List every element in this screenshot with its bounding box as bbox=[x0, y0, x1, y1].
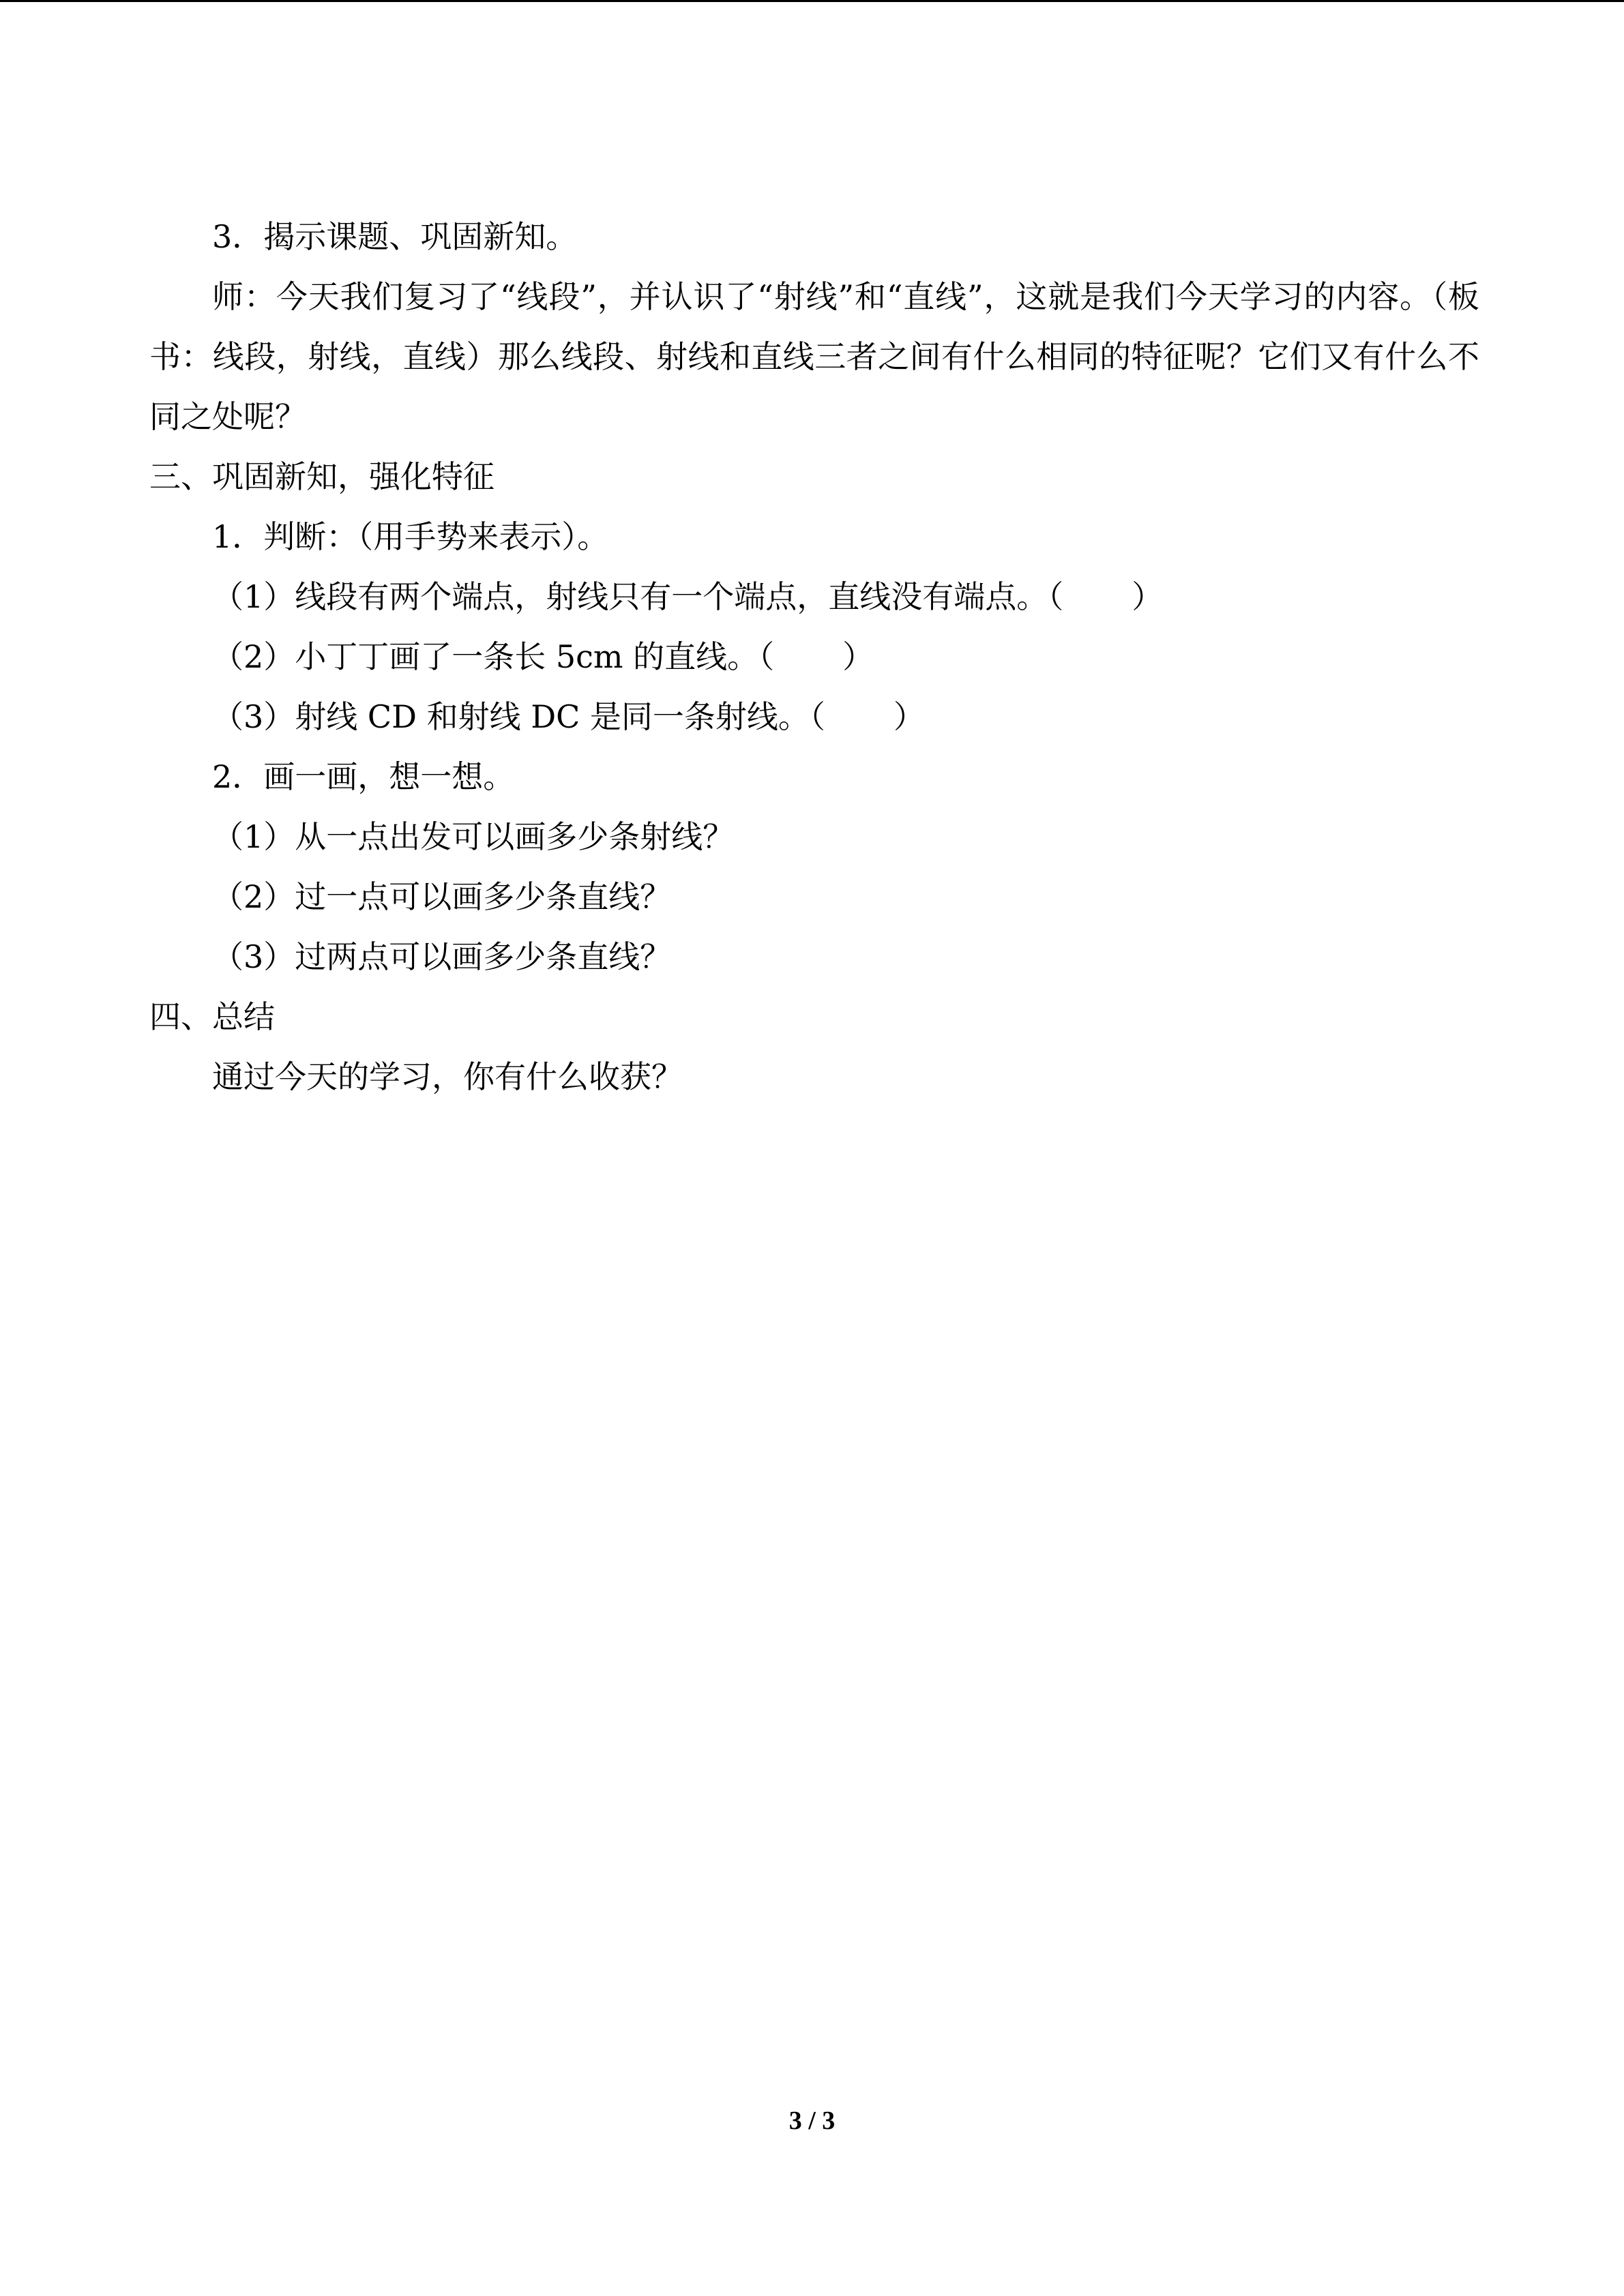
summary-question: 通过今天的学习，你有什么收获？ bbox=[212, 1058, 683, 1095]
section-heading-three: 三、巩固新知，强化特征 bbox=[149, 458, 494, 495]
draw-heading: 2．画一画，想一想。 bbox=[212, 758, 515, 795]
judge-item-1 bbox=[149, 567, 1479, 627]
judge-item-2 bbox=[149, 627, 1479, 687]
judge-item-3-text: （3）射线 CD 和射线 DC 是同一条射线。（ bbox=[212, 698, 825, 735]
judge-heading: 1．判断：（用手势来表示）。 bbox=[212, 518, 609, 555]
judge-item-3 bbox=[149, 687, 1479, 747]
teacher-paragraph: 师：今天我们复习了“线段”，并认识了“射线”和“直线”，这就是我们今天学习的内容。（板书：线段，射线，直线）那么线段、射线和直线三者之间有什么相同的特征呢？它们又有什么不同之处呢？ bbox=[149, 278, 1479, 435]
draw-item-1: （1）从一点出发可以画多少条射线？ bbox=[212, 818, 735, 855]
judge-item-1-text: （1）线段有两个端点，射线只有一个端点，直线没有端点。（ bbox=[212, 578, 1064, 615]
step-heading: 3．揭示课题、巩固新知。 bbox=[212, 218, 578, 255]
close-paren: ） bbox=[1132, 578, 1164, 615]
document-body bbox=[149, 207, 1479, 1107]
draw-item-3: （3）过两点可以画多少条直线？ bbox=[212, 938, 672, 975]
draw-item-2: （2）过一点可以画多少条直线？ bbox=[212, 878, 672, 915]
close-paren: ） bbox=[893, 698, 925, 735]
close-paren: ） bbox=[842, 638, 874, 675]
section-heading-four: 四、总结 bbox=[149, 998, 275, 1035]
judge-item-2-text: （2）小丁丁画了一条长 5cm 的直线。（ bbox=[212, 638, 775, 675]
page-number: 3 / 3 bbox=[788, 2106, 836, 2135]
